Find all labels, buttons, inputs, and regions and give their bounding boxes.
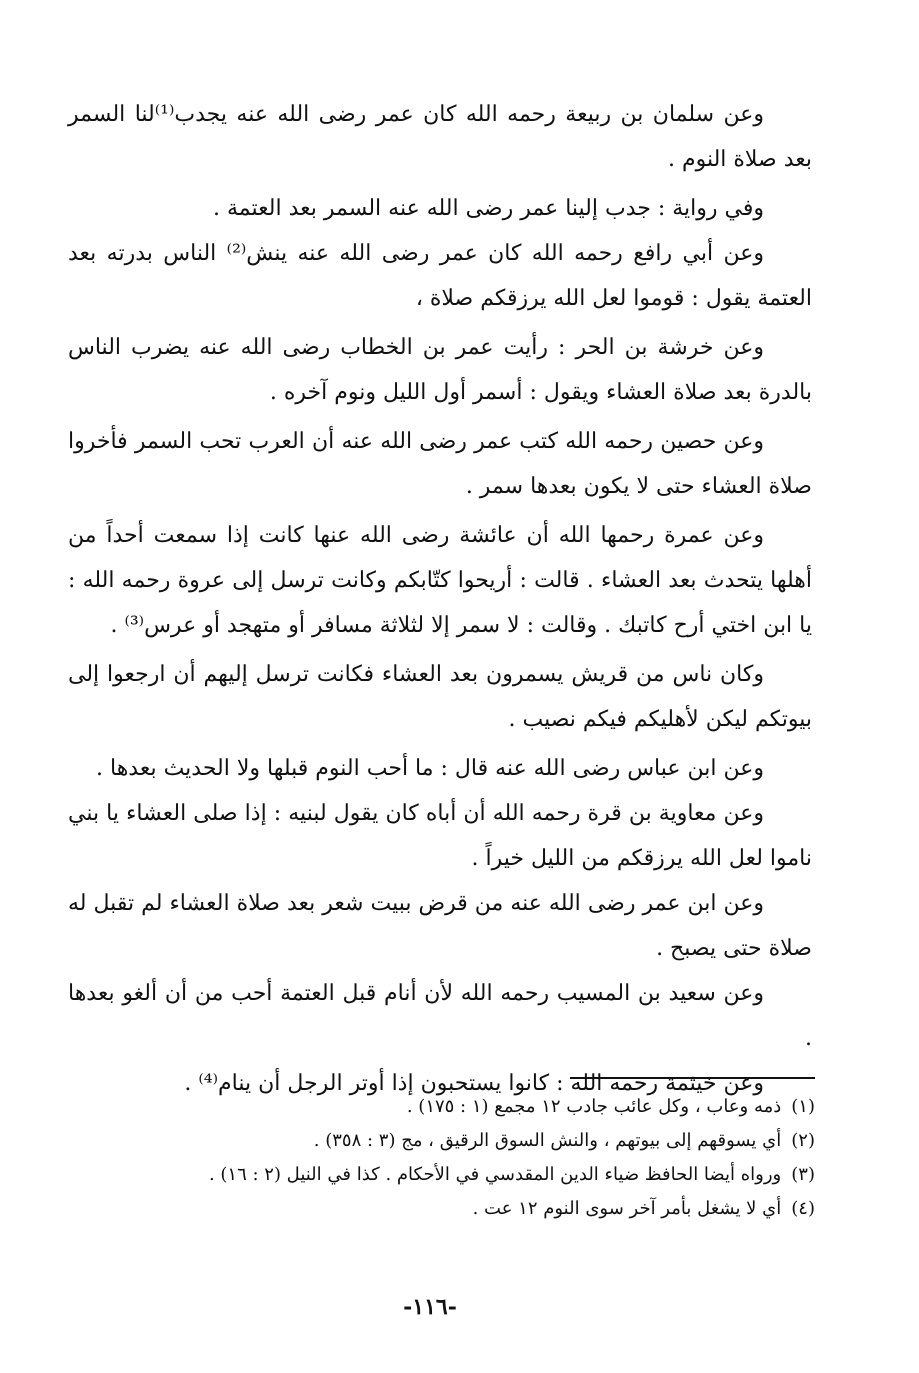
footnote-text: ذمه وعاب ، وكل عائب جادب ١٢ مجمع (١ : ١٧٥) .: [406, 1096, 782, 1117]
paragraph: وعن معاوية بن قرة رحمه الله أن أباه كان يقول لبنيه : إذا صلى العشاء يا بني ناموا لعل الله يرزقكم من الليل خيراً .: [68, 801, 812, 871]
main-text: [68, 92, 812, 1106]
paragraph: وعن خرشة بن الحر : رأيت عمر بن الخطاب رضى الله عنه يضرب الناس بالدرة بعد صلاة العشاء ويقول : أسمر أول الليل ونوم آخره .: [68, 335, 812, 405]
paragraph: وعن خيثمة رحمه الله : كانوا يستحبون إذا أوتر الرجل أن ينام⁽⁴⁾ .: [184, 1071, 764, 1096]
footnote-text: أي يسوقهم إلى بيوتهم ، والنش السوق الرقيق ، مج (٣ : ٣٥٨) .: [313, 1130, 782, 1151]
footnote-number: (٣): [791, 1164, 815, 1185]
footnote-text: أي لا يشغل بأمر آخر سوى النوم ١٢ عت .: [472, 1198, 782, 1219]
paragraph: وعن سعيد بن المسيب رحمه الله لأن أنام قبل العتمة أحب من أن ألغو بعدها .: [68, 981, 812, 1051]
paragraph: وعن أبي رافع رحمه الله كان عمر رضى الله عنه ينش⁽²⁾ الناس بدرته بعد العتمة يقول : قوموا لعل الله يرزقكم صلاة ،: [68, 241, 812, 311]
paragraph: وعن ابن عباس رضى الله عنه قال : ما أحب النوم قبلها ولا الحديث بعدها .: [96, 756, 764, 781]
footnote-divider: [570, 1077, 815, 1079]
page-number: -١١٦-: [403, 1294, 457, 1320]
footnote-number: (١): [791, 1096, 815, 1117]
paragraph: وعن حصين رحمه الله كتب عمر رضى الله عنه أن العرب تحب السمر فأخروا صلاة العشاء حتى لا يكون بعدها سمر .: [68, 429, 812, 499]
paragraph: وعن ابن عمر رضى الله عنه من قرض ببيت شعر بعد صلاة العشاء لم تقبل له صلاة حتى يصبح .: [68, 891, 812, 961]
footnote-number: (٢): [791, 1130, 815, 1151]
footnotes: [208, 1090, 815, 1226]
footnote: [300, 1192, 815, 1226]
footnote: [300, 1124, 815, 1158]
paragraph: وعن عمرة رحمها الله أن عائشة رضى الله عنها كانت إذا سمعت أحداً من أهلها يتحدث بعد العشاء . قالت : أريحوا كتّابكم وكانت ترسل إلى عروة رحمه الله : يا ابن اختي أرح كاتبك . وقالت : لا سمر إلا لثلاثة مسافر أو متهجد أو عرس⁽³⁾ .: [68, 523, 812, 638]
footnote: [208, 1158, 815, 1192]
paragraph: وعن سلمان بن ربيعة رحمه الله كان عمر رضى الله عنه يجدب⁽¹⁾لنا السمر بعد صلاة النوم .: [68, 102, 812, 172]
footnote-number: (٤): [791, 1198, 815, 1219]
paragraph: وكان ناس من قريش يسمرون بعد العشاء فكانت ترسل إليهم أن ارجعوا إلى بيوتكم ليكن لأهليكم فيكم نصيب .: [68, 662, 812, 732]
footnote-text: ورواه أيضا الحافظ ضياء الدين المقدسي في الأحكام . كذا في النيل (٢ : ١٦) .: [208, 1164, 782, 1185]
paragraph: وفي رواية : جدب إلينا عمر رضى الله عنه السمر بعد العتمة .: [213, 196, 764, 221]
footnote: [300, 1090, 815, 1124]
